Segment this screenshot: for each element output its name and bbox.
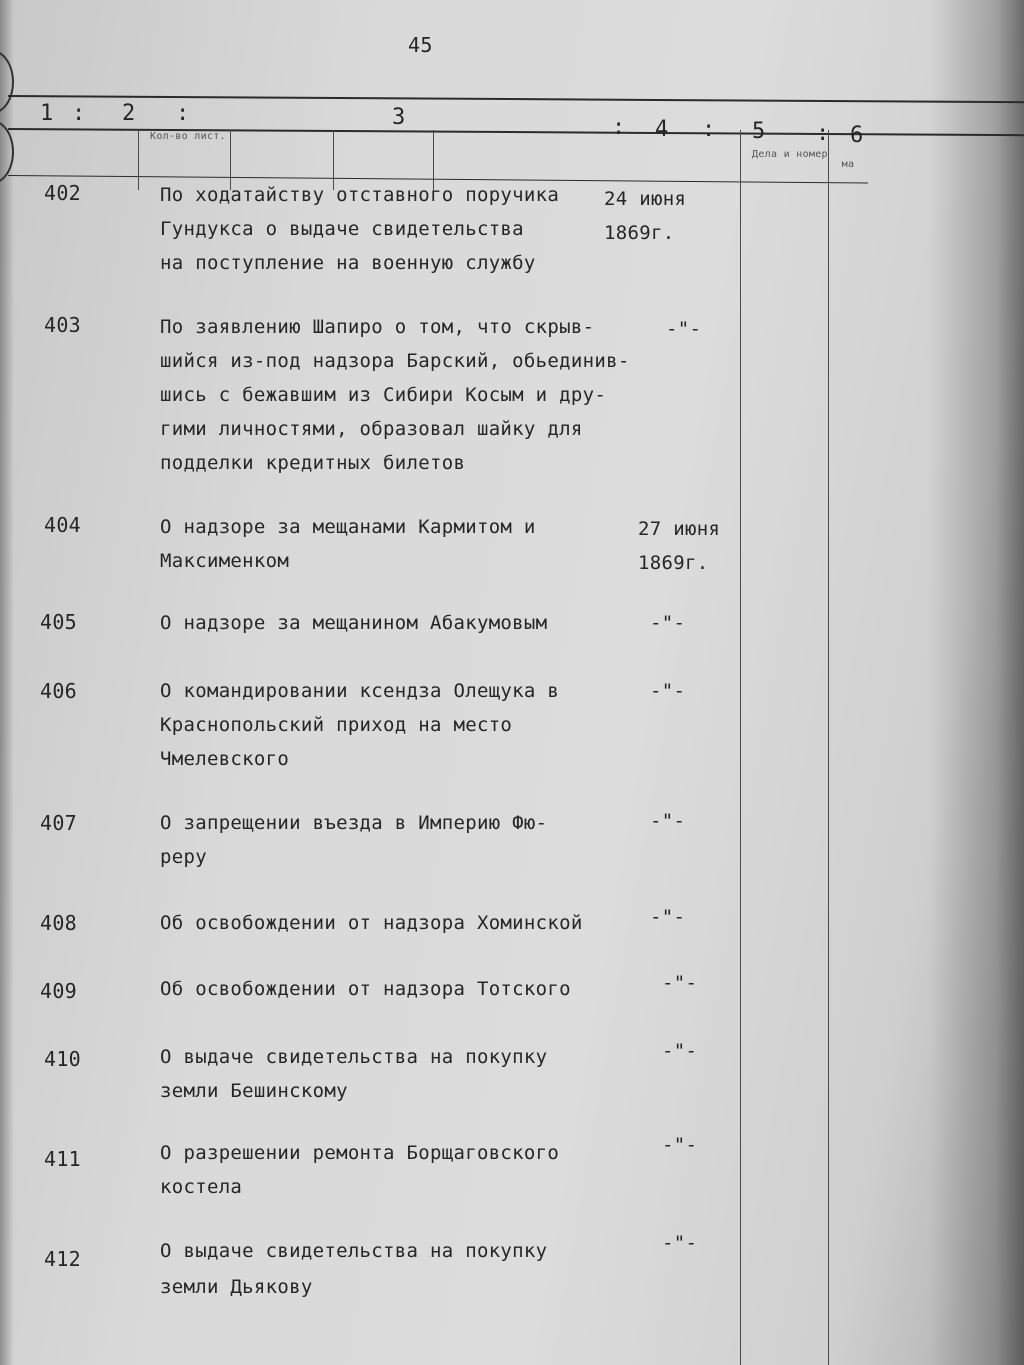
row-text-line: Максименком xyxy=(160,550,290,572)
row-number: 410 xyxy=(44,1047,82,1071)
row-date: -"- xyxy=(662,972,698,994)
row-text-line: По ходатайству отставного поручика xyxy=(160,184,560,206)
row-number: 409 xyxy=(40,979,78,1003)
row-text-line: О запрещении въезда в Империю Фю- xyxy=(160,812,548,834)
row-date: 27 июня xyxy=(638,518,721,540)
row-number: 402 xyxy=(44,181,82,205)
header-sep-2: : xyxy=(176,101,190,126)
row-text-line: шись с бежавшим из Сибири Косым и дру- xyxy=(160,384,607,406)
row-text-line: костела xyxy=(160,1176,243,1198)
header-sub-col6b: ма xyxy=(841,159,855,170)
header-col2: 2 xyxy=(122,101,136,126)
row-number: 412 xyxy=(44,1247,82,1271)
row-number: 406 xyxy=(40,679,78,703)
header-sep-4: : xyxy=(702,117,716,142)
row-text-line: О разрешении ремонта Борщаговского xyxy=(160,1142,560,1164)
row-date: -"- xyxy=(650,906,686,928)
row-date: 1869г. xyxy=(638,552,709,574)
row-text-line: О выдаче свидетельства на покупку xyxy=(160,1240,548,1262)
col-divider-5 xyxy=(740,130,741,1365)
row-date: -"- xyxy=(662,1134,698,1156)
row-date: 24 июня xyxy=(604,188,687,210)
row-text-line: земли Дьякову xyxy=(160,1276,313,1298)
row-date: -"- xyxy=(666,318,702,340)
row-text-line: Об освобождении от надзора Тотского xyxy=(160,978,571,1000)
row-number: 407 xyxy=(40,811,78,835)
header-col3: 3 xyxy=(392,105,406,130)
header-col1: 1 xyxy=(40,101,54,126)
header-sub-col2: Кол-во лист. xyxy=(150,131,226,142)
row-text-line: реру xyxy=(160,846,207,868)
row-text-line: О выдаче свидетельства на покупку xyxy=(160,1046,548,1068)
header-sep-5: : xyxy=(816,121,830,146)
row-date: -"- xyxy=(650,612,686,634)
binding-shadow xyxy=(0,0,14,1365)
page-edge-shadow xyxy=(929,0,1024,1365)
row-text-line: Чмелевского xyxy=(160,748,290,770)
header-col6: 6 xyxy=(850,123,864,148)
header-col5: 5 xyxy=(752,119,766,144)
row-text-line: шийся из-под надзора Барский, обьединив- xyxy=(160,350,630,372)
row-text-line: на поступление на военную службу xyxy=(160,252,536,274)
row-text-line: О надзоре за мещанами Кармитом и xyxy=(160,516,536,538)
row-text-line: По заявлению Шапиро о том, что скрыв- xyxy=(160,316,595,338)
row-number: 411 xyxy=(44,1147,82,1171)
row-number: 405 xyxy=(40,610,78,634)
row-text-line: подделки кредитных билетов xyxy=(160,452,466,474)
row-number: 408 xyxy=(40,911,78,935)
row-text-line: гими личностями, образовал шайку для xyxy=(160,418,583,440)
row-text-line: Об освобождении от надзора Хоминской xyxy=(160,912,583,934)
header-sep-1: : xyxy=(72,101,86,126)
page-number: 45 xyxy=(408,33,433,57)
row-date: -"- xyxy=(662,1040,698,1062)
row-number: 404 xyxy=(44,513,82,537)
row-date: 1869г. xyxy=(604,222,675,244)
header-top-rule xyxy=(8,95,1024,103)
row-date: -"- xyxy=(662,1232,698,1254)
row-text-line: О командировании ксендза Олещука в xyxy=(160,680,560,702)
row-text-line: Гундукса о выдаче свидетельства xyxy=(160,218,524,240)
row-date: -"- xyxy=(650,810,686,832)
header-col4: 4 xyxy=(655,117,669,142)
col-divider-1 xyxy=(138,130,139,190)
row-text-line: О надзоре за мещанином Абакумовым xyxy=(160,612,548,634)
col-divider-6 xyxy=(828,130,829,1365)
row-text-line: Краснопольский приход на место xyxy=(160,714,513,736)
row-text-line: земли Бешинскому xyxy=(160,1080,348,1102)
header-sep-3: : xyxy=(612,115,626,140)
row-number: 403 xyxy=(44,313,82,337)
header-sub-col6a: Дела и номер xyxy=(752,149,828,160)
row-date: -"- xyxy=(650,680,686,702)
